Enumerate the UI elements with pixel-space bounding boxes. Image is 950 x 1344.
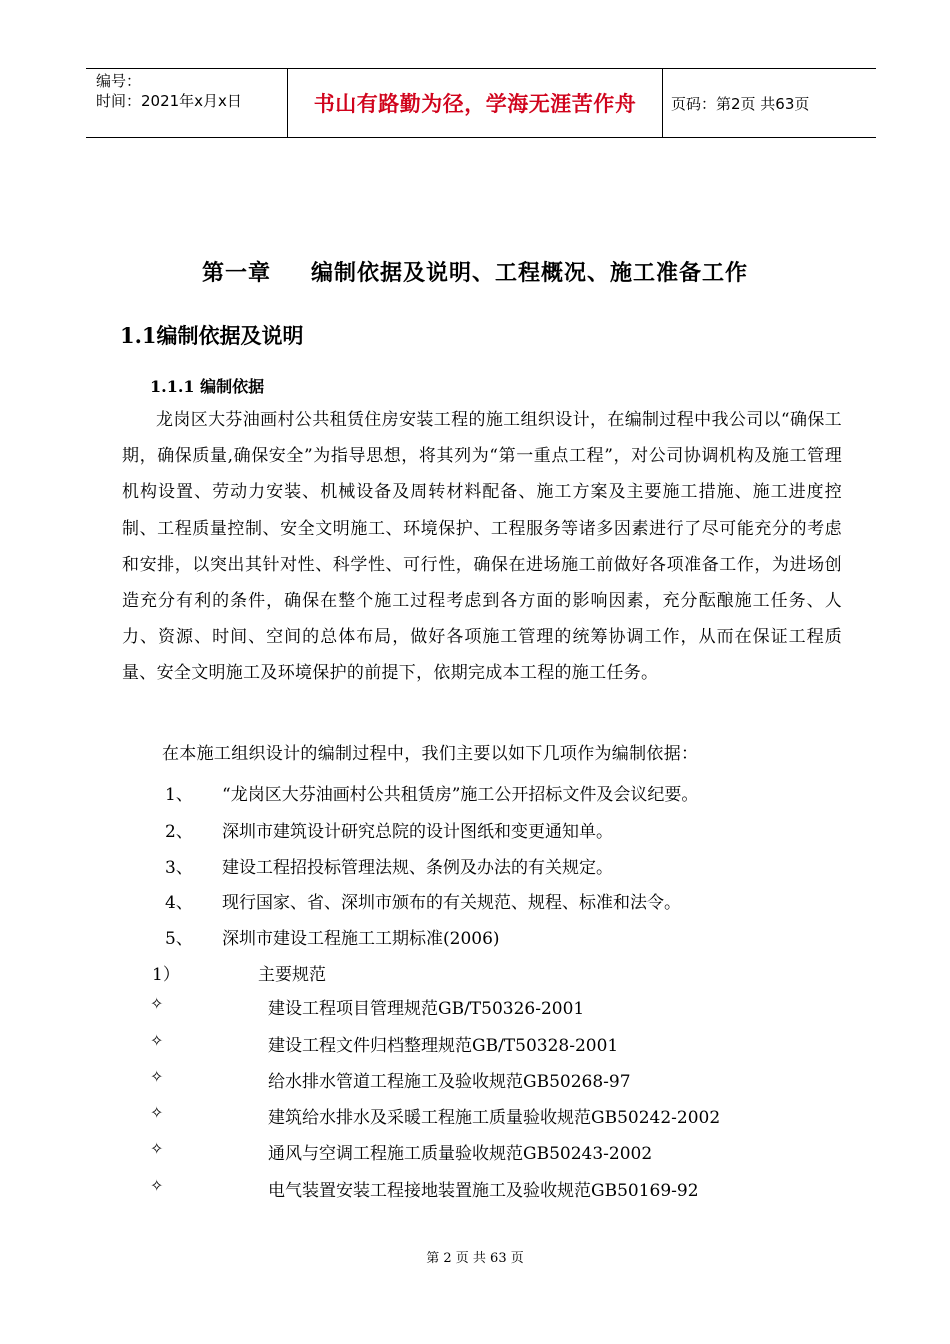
header-meta — [96, 71, 286, 111]
chapter-number: 第一章 — [201, 260, 271, 286]
list-item-text: 深圳市建筑设计研究总院的设计图纸和变更通知单。 — [222, 822, 613, 842]
list-item-text: 深圳市建设工程施工工期标准(2006) — [222, 929, 500, 949]
list-item-number: 1、 — [165, 785, 193, 805]
norms-heading-text: 主要规范 — [258, 965, 326, 985]
chapter-title: 编制依据及说明、工程概况、施工准备工作 — [311, 260, 749, 286]
diamond-bullet-icon: ✧ — [150, 1103, 164, 1122]
diamond-bullet-icon: ✧ — [150, 1139, 164, 1158]
time-label: 时间：2021年x月x日 — [96, 92, 242, 110]
body-paragraph: 在本施工组织设计的编制过程中，我们主要以如下几项作为编制依据： — [162, 744, 699, 764]
list-item-number: 5、 — [165, 929, 193, 949]
section-heading: 1.1编制依据及说明 — [120, 323, 304, 348]
norm-text: 给水排水管道工程施工及验收规范GB50268-97 — [268, 1072, 631, 1092]
norm-text: 电气装置安装工程接地装置施工及验收规范GB50169-92 — [268, 1181, 699, 1201]
norm-text: 建设工程文件归档整理规范GB/T50328-2001 — [268, 1036, 619, 1056]
subsection-heading: 1.1.1 编制依据 — [150, 377, 265, 396]
serial-label: 编号： — [96, 72, 142, 90]
header-motto: 书山有路勤为径，学海无涯苦作舟 — [313, 92, 637, 116]
header-page-info: 页码：第2页 共63页 — [671, 95, 810, 113]
norm-text: 建设工程项目管理规范GB/T50326-2001 — [268, 999, 585, 1019]
list-item-number: 2、 — [165, 822, 193, 842]
norms-heading-number: 1） — [152, 965, 180, 985]
list-item-text: 建设工程招投标管理法规、条例及办法的有关规定。 — [222, 858, 613, 878]
norm-text: 建筑给水排水及采暖工程施工质量验收规范GB50242-2002 — [268, 1108, 721, 1128]
body-paragraph: 龙岗区大芬油画村公共租赁住房安装工程的施工组织设计，在编制过程中我公司以“确保工期，确保质量,确保安全”为指导思想，将其列为“第一重点工程”，对公司协调机构及施工管理机构设置、劳动力安装、机械设备及周转材料配备、施工方案及主要施工措施、施工进度控制、工程质量控制、安全文明施工、环境保护、工程服务等诸多因素进行了尽可能充分的考虑和安排，以突出其针对性、科学性、可行性，确保在进场施工前做好各项准备工作，为进场创造充分有利的条件，确保在整个施工过程考虑到各方面的影响因素，充分酝酿施工任务、人力、资源、时间、空间的总体布局，做好各项施工管理的统筹协调工作，从而在保证工程质量、安全文明施工及环境保护的前提下，依期完成本工程的施工任务。 — [122, 410, 842, 684]
diamond-bullet-icon: ✧ — [150, 1031, 164, 1050]
diamond-bullet-icon: ✧ — [150, 1176, 164, 1195]
list-item-number: 4、 — [165, 893, 193, 913]
list-item-text: 现行国家、省、深圳市颁布的有关规范、规程、标准和法令。 — [222, 893, 681, 913]
list-item-number: 3、 — [165, 858, 193, 878]
chapter-heading — [0, 256, 950, 287]
norm-text: 通风与空调工程施工质量验收规范GB50243-2002 — [268, 1144, 653, 1164]
page-footer: 第 2 页 共 63 页 — [426, 1251, 524, 1266]
diamond-bullet-icon: ✧ — [150, 994, 164, 1013]
header-motto-cell — [287, 69, 663, 137]
list-item-text: “龙岗区大芬油画村公共租赁房”施工公开招标文件及会议纪要。 — [222, 785, 699, 805]
page-header — [86, 68, 876, 138]
diamond-bullet-icon: ✧ — [150, 1067, 164, 1086]
